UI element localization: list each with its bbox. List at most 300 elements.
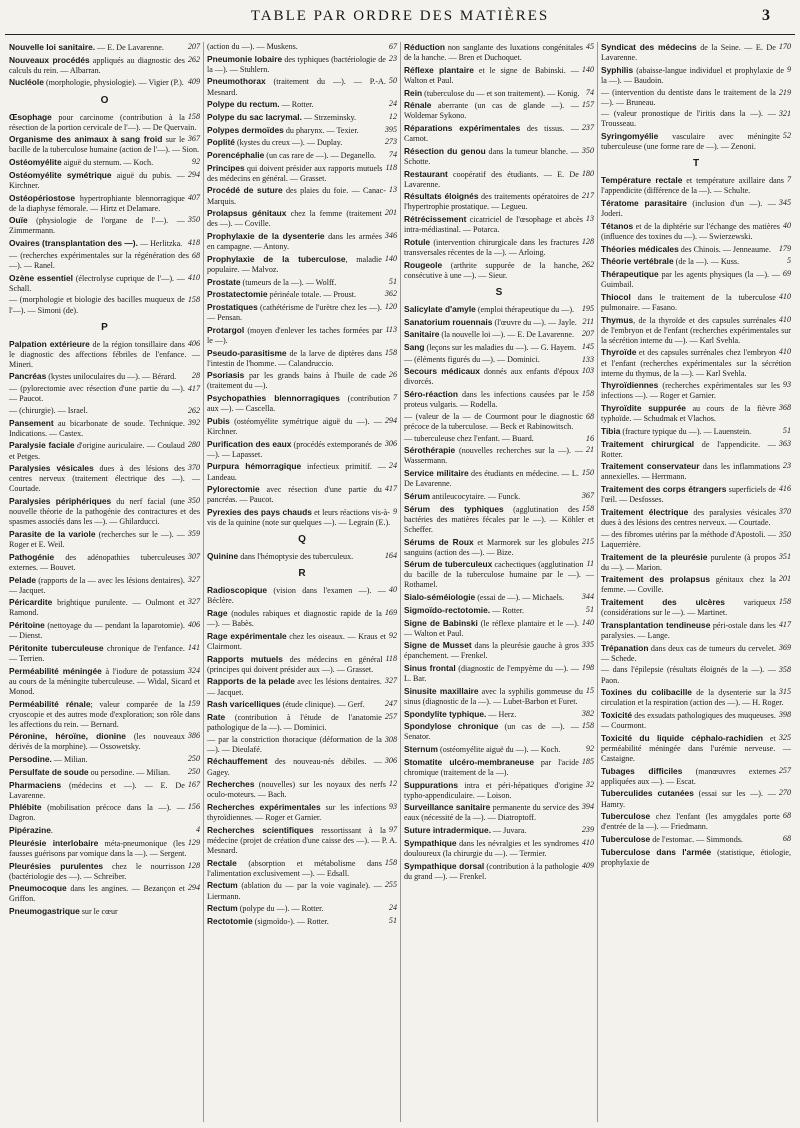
entry-heading: Sanatorium rouennais [404, 316, 493, 327]
index-entry [404, 780, 594, 801]
entry-heading: Sérums de Roux [404, 536, 474, 547]
entry-page-number: 92 [585, 744, 594, 754]
entry-heading: Psoriasis [207, 370, 245, 381]
entry-heading: Rapports mutuels [207, 653, 283, 664]
entry-description: (nouvelles recherches sur la —). — Wassermann. [404, 446, 583, 466]
entry-heading: Nucléole [9, 77, 44, 88]
entry-heading: Pylorectomie [207, 484, 260, 495]
entry-heading: Suture intradermique. [404, 825, 492, 836]
entry-page-number: 262 [581, 259, 594, 269]
entry-description: (ablation du — par la voie vaginale). — Liermann. [207, 881, 382, 901]
index-entry [601, 766, 791, 787]
entry-description: périnéale totale. — Proust. [267, 290, 357, 300]
index-entry [9, 825, 200, 836]
entry-page-number: 13 [388, 185, 397, 195]
entry-page-number: 237 [581, 123, 594, 133]
index-entry [207, 42, 397, 52]
index-entry [601, 439, 791, 460]
index-entry [601, 198, 791, 219]
entry-page-number: 158 [581, 721, 594, 731]
entry-page-number: 327 [384, 676, 397, 686]
section-letter: O [100, 94, 109, 106]
index-entry [207, 903, 397, 914]
entry-description: antileucocytaire. — Funck. [430, 491, 521, 501]
entry-heading: Traitement des corps étrangers [601, 484, 727, 495]
entry-heading: Thyroïdite suppurée [601, 403, 686, 414]
entry-description: coopératif des étudiants. — E. De Lavarenne. [404, 169, 579, 189]
entry-heading: Péritoine [9, 620, 45, 631]
entry-heading: Résultats éloignés [404, 191, 479, 202]
index-entry [207, 348, 397, 369]
entry-heading: Paralysie faciale [9, 440, 75, 451]
index-entry [404, 191, 594, 212]
entry-description: (kystes uniloculaires du —). — Bérard. [46, 372, 177, 382]
index-entry [404, 445, 594, 466]
entry-page-number: 51 [388, 276, 397, 286]
entry-heading: Tibia [601, 425, 621, 436]
index-entry [404, 721, 594, 742]
entry-page-number: 51 [388, 915, 397, 925]
entry-page-number: 180 [581, 168, 594, 178]
entry-description: dans les angines. — Bezançon et Griffon. [9, 884, 185, 904]
entry-page-number: 158 [384, 857, 397, 867]
page-title: TABLE PAR ORDRE DES MATIÈRES [250, 8, 550, 24]
entry-description: — Juvara. [491, 826, 527, 836]
index-entry [601, 788, 791, 809]
entry-page-number: 394 [581, 802, 594, 812]
entry-description: superficiels de l'œil. — Desfosses. [601, 485, 776, 505]
index-entry [404, 434, 594, 444]
index-column-2 [203, 42, 400, 1122]
index-entry [601, 65, 791, 86]
index-entry [9, 699, 200, 730]
entry-description: (électrolyse cuprique de l'—). — Schall. [9, 273, 185, 293]
entry-description: vasculaire avec méningite tuberculeuse (une forme rare de —). — Zenoni. [601, 132, 780, 152]
entry-heading: Rectale [207, 857, 237, 868]
entry-heading: Prostatectomie [207, 289, 268, 300]
entry-description: des paralysies vésicales dues à des lésions des centres nerveux. — Courtade. [601, 507, 776, 528]
index-entry [404, 65, 594, 86]
entry-description: (agglutination des bactéries des matières fécales par le —). — Köhler et Scheffer. [404, 504, 594, 534]
entry-description: (leçons sur les maladies du —). — G. Hayem. [424, 342, 576, 352]
entry-description: — dans l'épilepsie (résultats éloignés de la —). — Paon. [601, 665, 776, 685]
index-entry [9, 371, 200, 382]
entry-description: aiguë du sternum. — Koch. [61, 158, 154, 168]
entry-description: d'origine auriculaire. — Coulaud et Petges. [9, 441, 185, 461]
entry-page-number: 28 [191, 371, 200, 381]
entry-page-number: 164 [384, 551, 397, 561]
index-entry [207, 484, 397, 505]
entry-heading: Pansement [9, 417, 54, 428]
entry-description: pour carcinome (contribution à la résection de la portion cervicale de l'—). — De Quervain. [9, 112, 197, 132]
entry-page-number: 40 [782, 220, 791, 230]
entry-page-number: 198 [581, 663, 594, 673]
entry-description: — tuberculeuse chez l'enfant. — Buard. [404, 433, 534, 443]
entry-page-number: 26 [388, 370, 397, 380]
index-entry [207, 277, 397, 288]
entry-page-number: 362 [384, 289, 397, 299]
entry-heading: Paralysies périphériques [9, 496, 112, 507]
entry-heading: Rage expérimentale [207, 630, 287, 641]
index-entry [404, 304, 594, 315]
entry-heading: Purpura hémorragique [207, 461, 302, 472]
entry-description: (vision dans l'examen —). — Béclère. [207, 586, 386, 606]
entry-page-number: 93 [782, 380, 791, 390]
index-entry [404, 329, 594, 340]
entry-heading: Traitement chirurgical [601, 438, 695, 449]
entry-heading: Ouïe [9, 215, 28, 226]
entry-description: chez les oiseaux. — Kraus et Clairmont. [207, 631, 386, 651]
entry-heading: Poplité [207, 137, 235, 148]
index-entry [404, 491, 594, 502]
index-entry [207, 916, 397, 927]
entry-page-number: 113 [385, 324, 397, 334]
entry-description: et des capsules surrénales chez l'embryon et l'enfant (recherches expérimentales sur la sécrétion interne du thymus, de la —). — Karl Svehla. [601, 348, 791, 378]
entry-page-number: 321 [778, 109, 791, 119]
index-entry [9, 112, 200, 133]
entry-description: (recherches sur le —). — Roger et E. Weil. [9, 529, 185, 550]
entry-heading: Signe de Babinski [404, 617, 478, 628]
index-columns [6, 42, 796, 1122]
index-entry [404, 88, 594, 99]
entry-description: des Chinois. — Jenneaume. [678, 244, 771, 254]
index-entry [601, 643, 791, 664]
index-entry [601, 244, 791, 255]
entry-heading: Suppurations [404, 779, 458, 790]
entry-heading: Sang [404, 341, 425, 352]
entry-description: dans le traitement de la tuberculose pulmonaire. — Fasano. [601, 292, 776, 312]
entry-page-number: 250 [187, 766, 200, 776]
entry-page-number: 67 [388, 42, 397, 51]
entry-description: — Herlitzka. [137, 239, 183, 249]
index-entry [9, 215, 200, 236]
entry-heading: Réflexe plantaire [404, 64, 474, 75]
entry-description: (les nouveaux dérivés de la morphine). — Ossowetsky. [9, 732, 185, 752]
entry-page-number: 418 [187, 238, 200, 248]
entry-description: (polype du —). — Rotter. [237, 904, 324, 914]
entry-description: — (éléments figurés du —). — Dominici. [404, 354, 540, 364]
entry-page-number: 255 [384, 880, 397, 890]
entry-heading: Ostéomyélite [9, 157, 62, 168]
index-entry [404, 237, 594, 258]
index-entry [601, 597, 791, 618]
entry-description: (kystes du creux —). — Duplay. [234, 138, 343, 148]
entry-page-number: 306 [384, 756, 397, 766]
index-entry [9, 339, 200, 370]
index-entry [404, 146, 594, 167]
entry-page-number: 156 [187, 802, 200, 812]
entry-page-number: 40 [388, 585, 397, 595]
entry-heading: Rétrécissement [404, 214, 467, 225]
entry-page-number: 145 [581, 341, 594, 351]
entry-heading: Traitement des prolapsus [601, 574, 710, 585]
entry-heading: Paralysies vésicales [9, 463, 94, 474]
entry-heading: Pancréas [9, 371, 47, 382]
entry-heading: Réduction [404, 42, 445, 52]
entry-description: — Rotter. [490, 605, 525, 615]
entry-heading: Sympathique [404, 837, 457, 848]
entry-heading: Pleurésie interlobaire [9, 837, 99, 848]
entry-description: des traitements opératoires de l'hypertrophie prostatique. — Legueu. [404, 192, 579, 212]
entry-heading: Recherches scientifiques [207, 824, 314, 835]
entry-page-number: 367 [187, 134, 200, 144]
entry-description: — (morphologie et biologie des bacilles muqueux de l'—). — Simoni (de). [9, 295, 185, 315]
entry-page-number: 410 [778, 291, 791, 301]
entry-page-number: 327 [187, 574, 200, 584]
entry-page-number: 406 [187, 338, 200, 348]
entry-description: — (chirurgie). — Israel. [9, 405, 88, 415]
entry-description: — Milian. [51, 755, 88, 765]
index-entry [207, 163, 397, 184]
entry-description: (nodules rabiques et diagnostic rapide de la —). — Babès. [207, 609, 382, 629]
entry-page-number: 133 [581, 354, 594, 364]
entry-page-number: 370 [778, 506, 791, 516]
entry-page-number: 13 [585, 214, 594, 224]
entry-page-number: 12 [388, 779, 397, 789]
entry-heading: Tubages difficiles [601, 765, 683, 776]
entry-page-number: 307 [187, 551, 200, 561]
entry-page-number: 140 [581, 64, 594, 74]
index-entry [404, 709, 594, 720]
entry-heading: Pipérazine [9, 825, 51, 836]
index-entry [9, 55, 200, 76]
entry-heading: Traitement des ulcères [601, 597, 725, 608]
entry-page-number: 239 [581, 825, 594, 835]
entry-description: de la dysenterie sur la circulation et la respiration (action des —). — H. Roger. [601, 688, 784, 708]
index-entry [9, 838, 200, 859]
section-letter: Q [298, 534, 306, 546]
entry-description: chez la femme (traitement des —). — Coville. [207, 209, 382, 229]
entry-description: (contribution à la pathologie du grand —). — Frenkel. [404, 861, 579, 881]
entry-description: , maladie populaire. — Malvoz. [207, 254, 382, 274]
index-entry [404, 559, 594, 590]
entry-heading: Rectum [207, 880, 238, 891]
entry-description: (la nouvelle loi —). — E. De Lavarenne. [439, 330, 575, 340]
entry-page-number: 158 [778, 597, 791, 607]
index-entry [601, 256, 791, 267]
entry-heading: Sympathique dorsal [404, 860, 485, 871]
entry-description: de la larve de diptères dans l'intestin de l'homme. — Calandruccio. [207, 348, 382, 368]
index-entry [207, 370, 397, 391]
entry-description: avec les lésions dentaires. — Jacquet. [207, 677, 382, 697]
index-entry [9, 42, 200, 53]
entry-description: des nouveau-nés débiles. — Gagey. [207, 757, 382, 777]
index-entry [207, 712, 397, 733]
entry-heading: Rate [207, 711, 226, 722]
index-entry [207, 289, 397, 300]
index-entry [207, 585, 397, 606]
entry-description: génitaux chez la femme. — Coville. [601, 575, 776, 595]
entry-heading: Traitement de la pleurésie [601, 551, 708, 562]
entry-heading: Tuberculose [601, 833, 651, 844]
index-entry [404, 802, 594, 823]
entry-description: (cathétérisme de l'urètre chez les —). — Pensan. [207, 302, 382, 323]
entry-heading: Pseudo-parasitisme [207, 347, 287, 358]
entry-description: dans les infections causées par le proteus vulgaris. — Rodella. [404, 390, 579, 410]
entry-page-number: 158 [384, 347, 397, 357]
entry-page-number: 32 [585, 779, 594, 789]
entry-heading: Sérothérapie [404, 445, 456, 456]
entry-heading: Prophylaxie de la tuberculose [207, 253, 346, 264]
entry-page-number: 416 [778, 484, 791, 494]
entry-page-number: 257 [384, 711, 397, 721]
entry-page-number: 327 [187, 597, 200, 607]
entry-page-number: 359 [187, 528, 200, 538]
entry-page-number: 346 [384, 231, 397, 241]
entry-description: — des fibromes utérins par la méthode d'Apostoli. — Laquerrière. [601, 529, 776, 549]
index-entry [207, 125, 397, 136]
entry-heading: Toxicité du liquide céphalo-rachidien [601, 732, 763, 743]
entry-description: non sanglante des luxations congénitales de la hanche. — Bren et Duchoquet. [404, 43, 583, 63]
entry-description: par les agents physiques (la —). — Guimbail. [601, 270, 780, 290]
entry-page-number: 262 [187, 405, 200, 415]
index-entry [9, 643, 200, 664]
entry-page-number: 306 [384, 438, 397, 448]
index-entry [404, 537, 594, 558]
entry-heading: Sinusite maxillaire [404, 685, 479, 696]
index-entry [207, 880, 397, 901]
entry-page-number: 97 [388, 824, 397, 834]
entry-heading: Polype du sac lacrymal. [207, 111, 302, 122]
entry-heading: Rectum [207, 903, 238, 914]
entry-description: permanente du service des eaux (nécessité de la —). — Diatroptoff. [404, 803, 579, 823]
index-entry [9, 77, 200, 88]
index-entry [9, 463, 200, 494]
entry-heading: Perméabilité méningée [9, 665, 102, 676]
index-entry [601, 834, 791, 845]
entry-heading: Sérum [404, 490, 431, 501]
entry-description: (procédés extemporanés de —). — Lapasset. [207, 439, 382, 459]
entry-heading: Persulfate de soude [9, 766, 89, 777]
index-entry [9, 802, 200, 823]
index-entry [404, 825, 594, 836]
entry-page-number: 185 [581, 756, 594, 766]
entry-description: et le signe de Babinski. — Walton et Paul. [404, 65, 579, 85]
index-entry [207, 99, 397, 110]
entry-page-number: 68 [585, 411, 594, 421]
entry-description: — (recherches expérimentales sur la régénération des —). — Ranel. [9, 250, 189, 270]
entry-heading: Pubis [207, 415, 230, 426]
entry-description: (recherches expérimentales sur les infections —). — Roger et Garnier. [601, 381, 780, 401]
entry-description: péri-ostale dans les paralysies. — Lange. [601, 620, 776, 640]
entry-page-number: 140 [384, 253, 397, 263]
index-entry [601, 461, 791, 482]
entry-heading: Protargol [207, 324, 245, 335]
index-entry [601, 507, 791, 528]
entry-heading: Porencéphalie [207, 150, 265, 160]
entry-description: appliqués au diagnostic des calculs du rein. — Albarran. [9, 55, 185, 75]
index-entry [601, 530, 791, 550]
entry-page-number: 270 [778, 788, 791, 798]
entry-description: dues à des lésions des centres nerveux (traitement électrique des —). — Courtade. [9, 464, 200, 494]
entry-page-number: 158 [187, 295, 200, 305]
entry-description: des médecins en général (principes qui doivent présider aux —). — Grasset. [207, 654, 383, 674]
index-entry [601, 733, 791, 764]
entry-page-number: 21 [585, 445, 594, 455]
entry-page-number: 52 [782, 131, 791, 141]
entry-heading: Pathogénie [9, 551, 55, 562]
entry-description: et température axillaire dans l'appendicite (différence de la —). — Schulte. [601, 176, 784, 196]
section-letter: S [495, 286, 503, 298]
index-entry [207, 858, 397, 879]
entry-heading: Température rectale [601, 175, 683, 186]
index-entry [601, 347, 791, 378]
index-entry [601, 665, 791, 685]
entry-heading: Radioscopique [207, 585, 268, 596]
index-entry [9, 780, 200, 801]
index-entry [207, 779, 397, 800]
entry-description: — E. De Lavarenne. [95, 43, 164, 52]
entry-description: qui doivent présider aux rapports mutuels des médecins en général. — Grasset. [207, 163, 383, 183]
entry-description: de l'estomac. — Simmonds. [650, 834, 743, 844]
entry-page-number: 273 [384, 137, 397, 147]
index-entry [601, 109, 791, 129]
entry-page-number: 335 [581, 640, 594, 650]
entry-heading: Traitement électrique [601, 506, 689, 517]
entry-page-number: 50 [388, 76, 397, 86]
entry-heading: Principes [207, 162, 245, 173]
entry-page-number: 344 [581, 592, 594, 602]
index-entry [207, 735, 397, 755]
entry-heading: Spondylose chronique [404, 721, 499, 732]
index-entry [9, 440, 200, 461]
entry-description: sur les infections thyroïdiennes. — Roger et Garnier. [207, 803, 386, 823]
index-entry [404, 640, 594, 661]
index-entry [404, 317, 594, 328]
entry-page-number: 11 [586, 559, 594, 569]
index-entry [207, 608, 397, 629]
entry-page-number: 395 [384, 124, 397, 134]
entry-page-number: 350 [187, 215, 200, 225]
entry-description: aberrante (un cas de glande —). — Woldemar Sykono. [404, 101, 579, 121]
entry-description: (de la —). — Kuss. [673, 257, 740, 267]
entry-page-number: 195 [581, 303, 594, 313]
entry-page-number: 398 [778, 709, 791, 719]
entry-description: dans les armées en campagne. — Antony. [207, 232, 382, 252]
entry-description: (tumeurs de la —). — Wolff. [240, 277, 337, 287]
index-entry [9, 251, 200, 271]
entry-heading: Tuberculose [601, 811, 651, 822]
entry-description: des typhiques (bactériologie de la —). — Stuhlern. [207, 54, 386, 74]
entry-heading: Service militaire [404, 468, 469, 479]
entry-page-number: 201 [384, 208, 397, 218]
entry-page-number: 409 [581, 860, 594, 870]
entry-description: des adénopathies tuberculeuses externes. — Bouvet. [9, 552, 185, 572]
index-entry [404, 100, 594, 121]
entry-description: — Rotter. [279, 100, 314, 110]
entry-page-number: 308 [384, 734, 397, 744]
entry-page-number: 368 [778, 403, 791, 413]
entry-description: par l'acide chromique (traitement de la —). [404, 757, 579, 777]
entry-heading: Psychopathies blennorragiques [207, 393, 340, 404]
entry-page-number: 410 [187, 272, 200, 282]
entry-description: (intervention chirurgicale dans les fractures transversales récentes de la —). — Arloing. [404, 237, 579, 258]
index-entry [404, 592, 594, 603]
entry-heading: Secours médicaux [404, 366, 480, 377]
index-entry [207, 185, 397, 206]
entry-description: (manœuvres externes appliquées aux —). — Escat. [601, 766, 776, 786]
index-entry [9, 418, 200, 439]
entry-description: purulente (à propos du —). — Marion. [601, 552, 776, 572]
index-entry [9, 273, 200, 294]
entry-description: dans la tumeur blanche. — Schotte. [404, 146, 579, 166]
entry-description: dans les inflammations annexielles. — Herrmann. [601, 462, 780, 482]
entry-page-number: 315 [778, 687, 791, 697]
entry-page-number: 4 [195, 825, 200, 835]
index-entry [601, 175, 791, 196]
entry-description: variqueux (considérations sur le —). — Martinet. [601, 598, 776, 618]
entry-description: sur le cœur [79, 907, 118, 917]
